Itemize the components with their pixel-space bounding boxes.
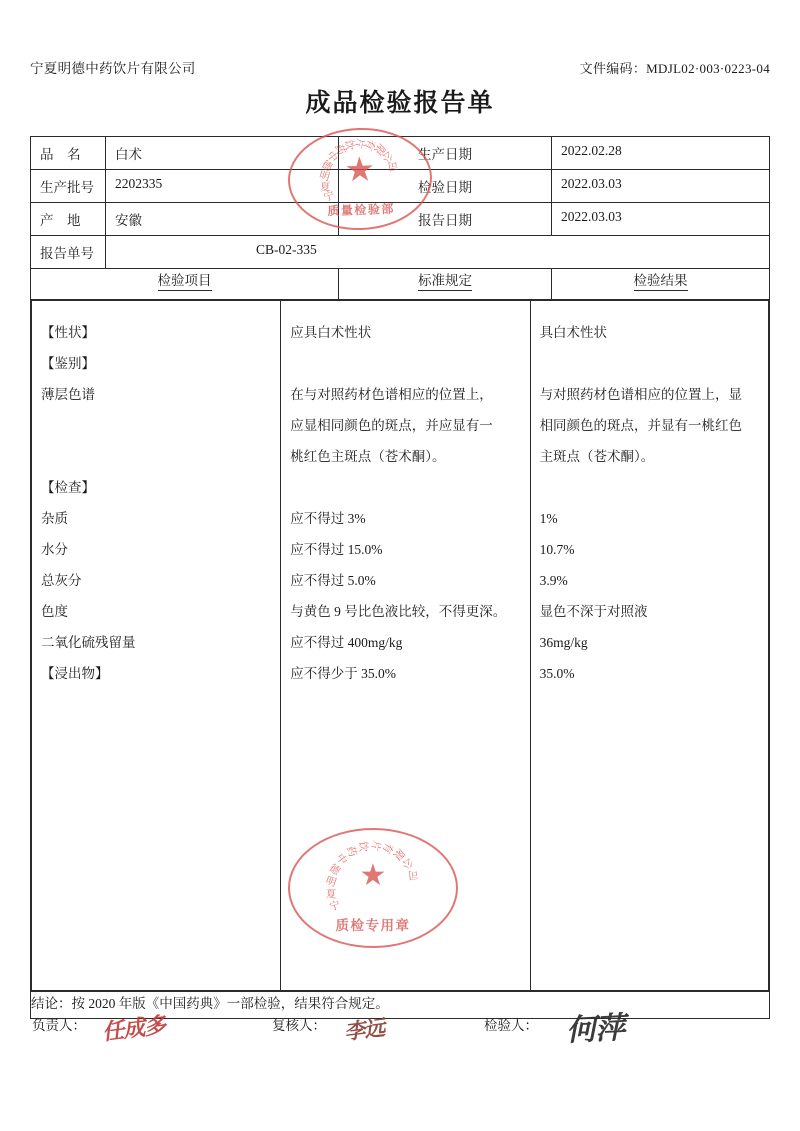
owner-signature: 任成多 [100,1012,167,1046]
result-text: 10.7% [539,542,575,557]
result-text: 相同颜色的斑点，并显有一桃红色 [539,418,743,433]
list-item: 薄层色谱 [41,387,95,402]
page-title: 成品检验报告单 [305,90,495,117]
column-header-item: 检验项目 [158,269,212,291]
spacer [540,472,759,503]
report-date-value: 2022.03.03 [561,209,622,224]
report-no-label: 报告单号 [40,246,94,261]
list-item: 二氧化硫残留量 [41,635,136,650]
signature-row [30,1010,770,1058]
standard-column [281,301,530,991]
signature-owner [30,1010,268,1058]
spacer [290,348,520,379]
origin-value: 安徽 [115,213,142,228]
batch-label: 生产批号 [40,180,94,195]
origin-label: 产 地 [40,213,81,228]
batch-value: 2202335 [115,176,163,191]
column-header-result: 检验结果 [634,269,688,291]
document-code [580,58,770,77]
document-code-label: 文件编码： [579,61,647,76]
results-block [31,300,770,992]
stamp-arc-text-bottom: 宁 夏 明 德 中 药 饮 片 有 限 公 司 [324,839,420,914]
document-code-value: MDJL02·003·0223-04 [646,61,770,76]
table-row [31,170,770,203]
standard-text: 应具白术性状 [290,325,372,340]
items-column [32,301,281,991]
inspector-signature: 何萍 [565,1010,626,1049]
table-row [31,137,770,170]
standard-text: 应不得过 3% [290,511,366,526]
document-header [30,57,770,77]
list-item: 色度 [41,604,68,619]
conclusion-text: 结论：按 2020 年版《中国药典》一部检验，结果符合规定。 [31,992,770,1019]
star-icon: ★ [343,151,376,190]
results-column-headers [31,269,770,300]
items-list [32,301,280,689]
stamp-sub-bottom: 质检专用章 [335,918,411,933]
result-text: 1% [539,511,558,526]
standard-text: 应不得少于 35.0% [290,666,397,681]
column-header-standard: 标准规定 [418,269,472,291]
result-text: 显色不深于对照液 [539,604,648,619]
results-grid [31,300,769,991]
result-text: 35.0% [539,666,575,681]
owner-label: 负责人： [32,1018,86,1033]
signature-review [268,1010,480,1058]
list-item: 杂质 [41,511,68,526]
results-grid-row [32,301,769,991]
standard-text: 应显相同颜色的斑点，并应显有一 [290,418,493,433]
result-text: 3.9% [539,573,568,588]
standard-text: 应不得过 15.0% [290,542,383,557]
review-signature: 李远 [342,1014,386,1045]
result-text: 与对照药材色谱相应的位置上，显 [539,387,743,402]
inspect-date-value: 2022.03.03 [561,176,622,191]
list-item: 水分 [41,542,68,557]
spacer [32,410,280,441]
stamp-sub-top: 质量检验部 [327,201,396,219]
product-name-value: 白术 [115,147,142,162]
list-item: 【浸出物】 [41,666,109,681]
table-row [31,203,770,236]
list-item: 【检查】 [41,480,95,495]
spacer [32,441,280,472]
result-list [531,301,768,689]
review-label: 复核人： [272,1018,326,1033]
standard-text: 应不得过 400mg/kg [290,635,403,650]
standard-list [281,301,529,689]
production-date-value: 2022.02.28 [561,143,622,158]
report-date-label: 报告日期 [418,213,472,228]
standard-text: 应不得过 5.0% [290,573,376,588]
production-date-label: 生产日期 [418,147,472,162]
list-item: 【鉴别】 [41,356,95,371]
signature-inspector [480,1010,770,1058]
result-text: 主斑点（苍术酮）。 [539,449,655,464]
list-item: 总灰分 [41,573,82,588]
result-text: 36mg/kg [539,635,588,650]
company-name: 宁夏明德中药饮片有限公司 [30,61,196,76]
report-table [30,136,770,1019]
standard-text: 桃红色主斑点（苍术酮）。 [290,449,446,464]
spacer [540,348,759,379]
standard-text: 与黄色 9 号比色液比较，不得更深。 [290,604,507,619]
spacer [290,472,520,503]
product-name-label: 品 名 [40,147,81,162]
inspector-label: 检验人： [484,1018,538,1033]
report-no-value: CB-02-335 [256,242,317,257]
standard-text: 在与对照药材色谱相应的位置上， [290,387,493,402]
inspect-date-label: 检验日期 [418,180,472,195]
list-item: 【性状】 [41,325,95,340]
table-row [31,236,770,269]
star-icon: ★ [359,859,387,893]
stamp-arc-text-top: 宁 夏 明 德 中 药 饮 片 有 限 公 司 [317,136,399,205]
result-column [530,301,768,991]
result-text: 具白术性状 [539,325,608,340]
